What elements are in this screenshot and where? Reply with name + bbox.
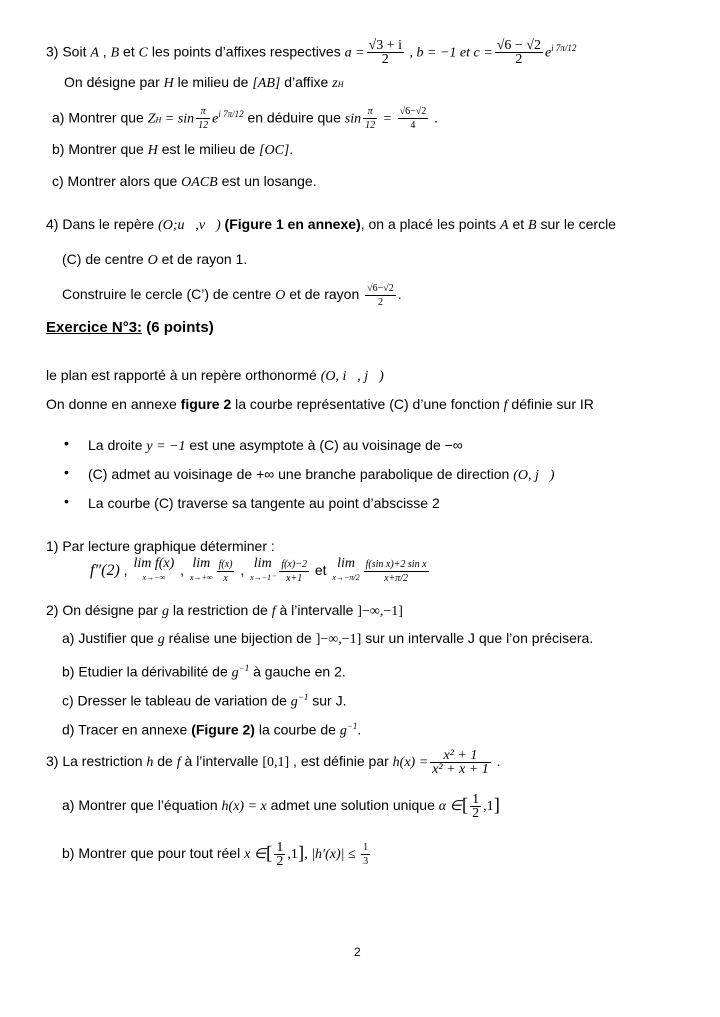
q3-part-b: b) Montrer que H est le milieu de [OC].	[52, 141, 294, 158]
ex3-q3-a: a) Montrer que l’équation h(x) = x admet une solution unique α ∈[ $\frac{1}{2}$ ,1]	[62, 791, 500, 821]
q3-statement: 3) Soit A , B et C les points d’affixes respectives a = $\frac{√3 + i}{2}$ , b = −1 et c = $\frac{√6 - √2}{2}$ $e^{i 7\pi/12}$	[46, 38, 577, 68]
ex3-curve-line: On donne en annexe figure 2 la courbe représentative (C) d’une fonction f définie sur IR	[46, 396, 594, 413]
ex3-q2-d: d) Tracer en annexe (Figure 2) la courbe de $g^{-1}$.	[62, 721, 362, 739]
ex3-q2-c: c) Dresser le tableau de variation de $g^{-1}$ sur J.	[62, 692, 347, 710]
ex3-q1: 1) Par lecture graphique déterminer :	[46, 538, 275, 554]
affix-a-fraction: $\frac{√3 + i}{2}$	[368, 38, 403, 68]
ex3-q2-a: a) Justifier que g réalise une bijection de ]−∞,−1] sur un intervalle J que l’on précisera.	[62, 630, 594, 647]
exercise-3-title: Exercice N°3: (6 points)	[46, 319, 214, 336]
q4-circle-line: (C) de centre O et de rayon 1.	[62, 251, 248, 268]
ex3-q3-b: b) Montrer que pour tout réel x ∈[ $\frac{1}{2}$ ,1], |h′(x)| ≤ $\frac{1}{3}$	[62, 839, 369, 869]
q4-statement: 4) Dans le repère (O;u⃗,v⃗) (Figure 1 en annexe), on a placé les points A et B sur le cercle	[46, 216, 616, 233]
limit-3: lim x→−1⁻	[250, 556, 276, 583]
page-number: 2	[354, 945, 361, 959]
q4-construct-line: Construire le cercle (C’) de centre O et de rayon $\frac{√6-√2}{2}$ .	[62, 283, 402, 308]
q3-midpoint-line: On désigne par H le milieu de [AB] d’affixe zH	[64, 74, 344, 91]
list-item: (C) admet au voisinage de +∞ une branche parabolique de direction (O, j⃗)	[88, 466, 555, 483]
limit-2: lim x→+∞	[189, 556, 213, 583]
document-page: 3) Soit A , B et C les points d’affixes respectives a = $\frac{√3 + i}{2}$ , b = −1 et c = $\frac{√6 - √2}{2}$ $e^{i 7\pi/12}$ On désigne par H le milieu de [AB] d’affixe zH a) Montrer que ZH = sin $\frac{\pi}{12}$ $e^{i 7\pi/12}$ en déduire que sin $\frac{\pi}{12}$ = $\frac{√6-√2}{4}$ . b) Montrer que H est le milieu de [OC]. c) Montrer alors que OACB est un losange. 4) Dans le repère (O;u⃗,v⃗) (Figure 1 en annexe), on a placé les points A et B sur le cercle (C) de centre O et de rayon 1. Construire le cercle (C’) de centre O et de rayon $\frac{√6-√2}{2}$ . Exercice N°3: (6 points) le plan est rapporté à un repère orthonormé (O, i⃗, j⃗) On donne en annexe figure 2 la courbe représentative (C) d’une fonction f définie sur IR • La droite y = −1 est une asymptote à (C) au voisinage de −∞ • (C) admet au voisinage de +∞ une branche parabolique de direction (O, j⃗) • La courbe (C) traverse sa tangente au point d’abscisse 2 1) Par lecture graphique déterminer : f″(2) , lim f(x) x→−∞ , lim x→+∞ $\frac{f(x)}{x}$ , lim x→−1⁻ $\frac{f(x)-2}{x+1}$ et lim x→−π/2 $\frac{\text{f(sin x)+2 sin x}}{x+\pi/2}$ 2) On désigne par g la restriction de f à l’intervalle ]−∞,−1] a) Justifier que g réalise une bijection de ]−∞,−1] sur un intervalle J que l’on précisera. b) Etudier la dérivabilité de $g^{-1}$ à gauche en 2. c) Dresser le tableau de variation de $g^{-1}$ sur J. d) Tracer en annexe (Figure 2) la courbe de $g^{-1}$. 3) La restriction h de f à l’intervalle [0,1] , est définie par h(x) = $\frac{\text{x² + 1}}{\text{x² + x + 1}}$ . a) Montrer que l’équation h(x) = x admet une solution unique α ∈[ $\frac{1}{2}$ ,1] b) Montrer que pour tout réel x ∈[ $\frac{1}{2}$ ,1], |h′(x)| ≤ $\frac{1}{3}$ 2	[0, 0, 720, 1017]
q3-part-a: a) Montrer que ZH = sin $\frac{\pi}{12}$ $e^{i 7\pi/12}$ en déduire que sin $\frac{\pi}{12}$ = $\frac{√6-√2}{4}$ .	[52, 106, 438, 132]
ex3-q3: 3) La restriction h de f à l’intervalle [0,1] , est définie par h(x) = $\frac{\text{x² + 1}}{\text{x² + x + 1}}$ .	[46, 747, 501, 777]
ex3-q2-b: b) Etudier la dérivabilité de $g^{-1}$ à gauche en 2.	[62, 663, 346, 681]
ex3-q1-limits: f″(2) , lim f(x) x→−∞ , lim x→+∞ $\frac{f(x)}{x}$ , lim x→−1⁻ $\frac{f(x)-2}{x+1}$ et lim x→−π/2 $\frac{\text{f(sin x)+2 sin x}}{x+\pi/2}$	[90, 556, 427, 584]
limit-1: lim f(x) x→−∞	[133, 556, 175, 583]
ex3-frame-line: le plan est rapporté à un repère orthonormé (O, i⃗, j⃗)	[46, 367, 384, 384]
ex3-q2: 2) On désigne par g la restriction de f à l’intervalle ]−∞,−1]	[46, 602, 403, 619]
affix-c-fraction: $\frac{√6 - √2}{2}$	[496, 38, 541, 68]
list-item: La courbe (C) traverse sa tangente au point d’abscisse 2	[88, 495, 440, 511]
list-item: La droite y = −1 est une asymptote à (C) au voisinage de −∞	[88, 437, 463, 454]
q3-part-c: c) Montrer alors que OACB est un losange.	[52, 173, 317, 190]
limit-4: lim x→−π/2	[332, 556, 360, 583]
